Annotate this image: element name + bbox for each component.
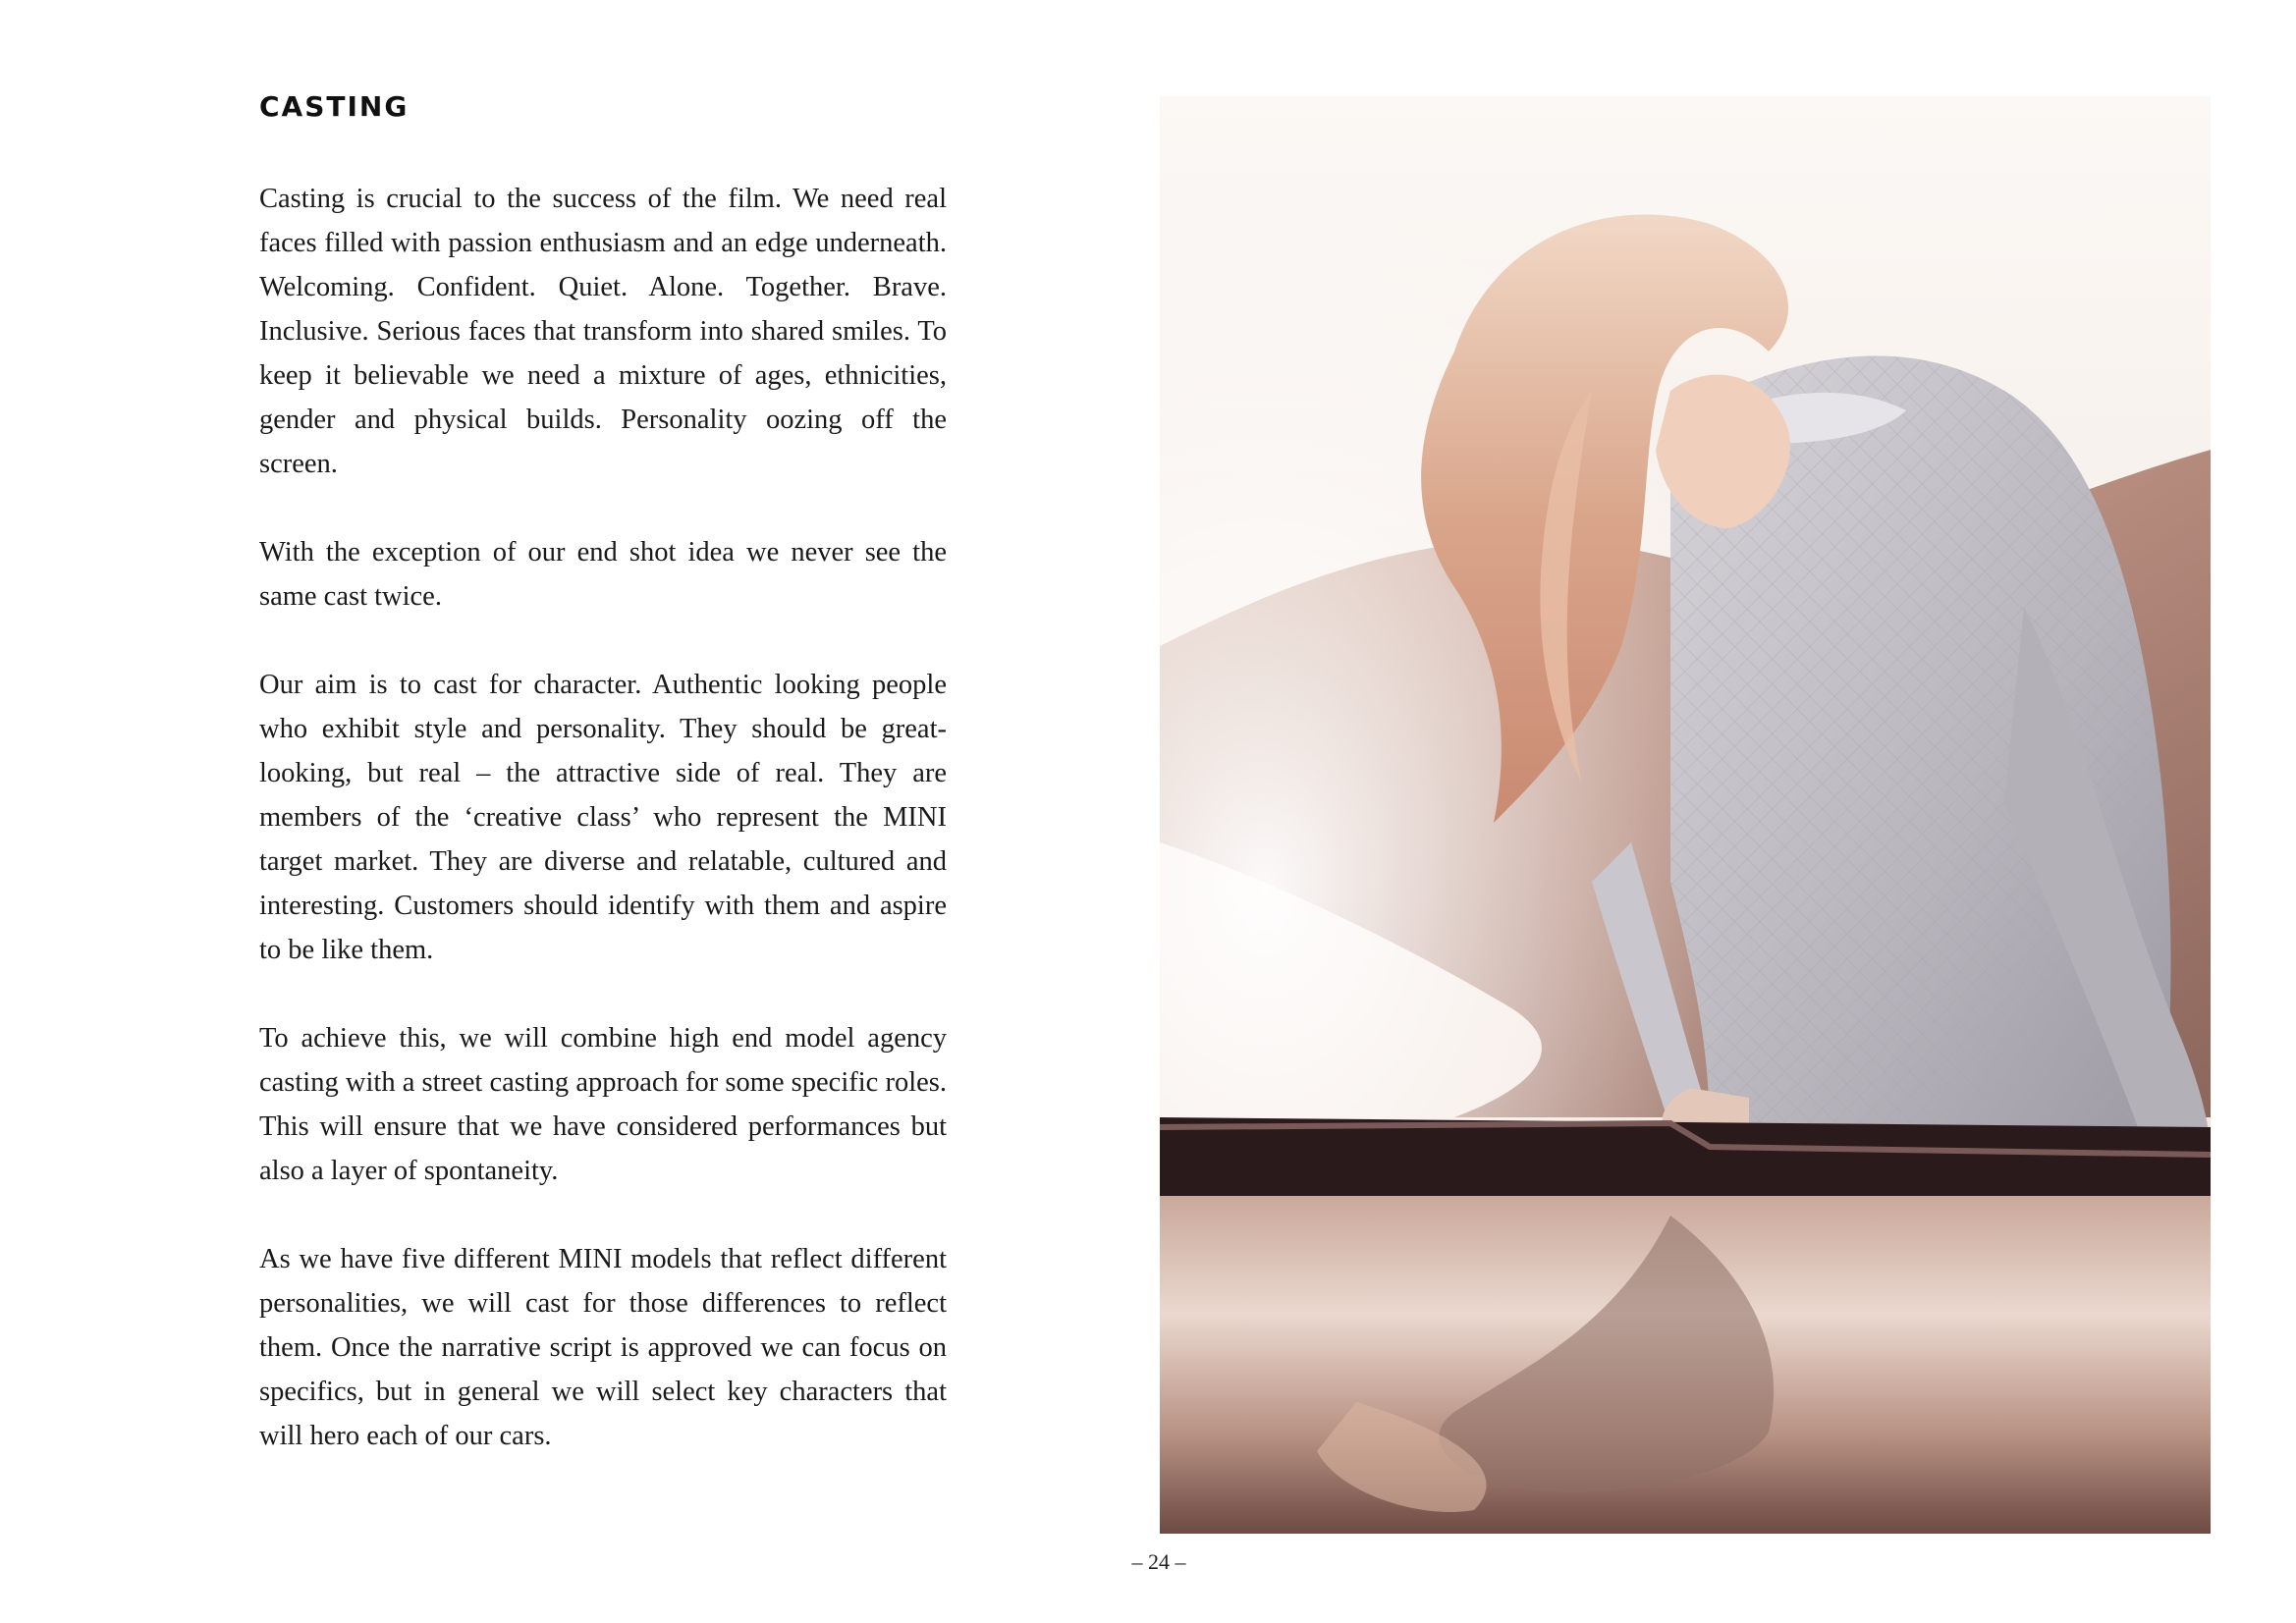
page-number: – 24 –	[1131, 1549, 1186, 1574]
paragraph-end-shot: With the exception of our end shot idea we never see the same cast twice.	[259, 537, 947, 612]
body-text	[259, 177, 947, 1502]
section-heading: CASTING	[259, 90, 410, 123]
paragraph-casting-intro: Casting is crucial to the success of the film. We need real faces filled with passion enthusiasm and an edge underneath. Welcoming. Confident. Quiet. Alone. Together. Brave. Inclusive. Serious faces that transform into shared smiles. To keep it believable we need a mixture of ages, ethnicities, gender and physical builds. Personality oozing off the screen.	[259, 184, 947, 479]
photo-woman-on-car-roof	[1160, 96, 2211, 1534]
paragraph-cast-for-character: Our aim is to cast for character. Authentic looking people who exhibit style and personality. They should be great-looking, but real – the attractive side of real. They are members of the ‘creative class’ who represent the MINI target market. They are diverse and relatable, cultured and interesting. Customers should identify with them and aspire to be like them.	[259, 670, 947, 965]
paragraph-mini-models: As we have five different MINI models that reflect different personalities, we will cast for those differences to reflect them. Once the narrative script is approved we can focus on specifics, but in general we will select key characters that will hero each of our cars.	[259, 1244, 947, 1451]
paragraph-casting-approach: To achieve this, we will combine high end model agency casting with a street casting approach for some specific roles. This will ensure that we have considered performances but also a layer of spontaneity.	[259, 1023, 947, 1186]
